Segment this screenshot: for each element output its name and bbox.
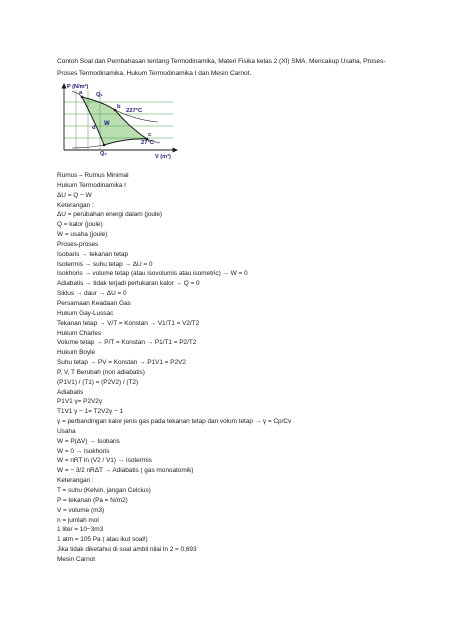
point-a-label: a bbox=[79, 90, 83, 96]
text-line: W = nRT ln (V2 / V1) → Isotermis bbox=[57, 457, 152, 465]
text-line: W = 0 → Isokhoris bbox=[57, 447, 110, 455]
text-line: Mesin Carnot bbox=[57, 555, 96, 563]
text-line: 1 liter = 10−3m3 bbox=[57, 526, 104, 534]
formula-list bbox=[57, 171, 427, 565]
text-line: Volume tetap → P/T = Konstan → P1/T1 = P2/T2 bbox=[57, 339, 197, 347]
intro-paragraph: Contoh Soal dan Pembahasan tentang Termodinamika, Materi Fisika kelas 2 (XI) SMA. Mencakup Usaha, Proses-Proses Termodinamika, Hukum Termodinamika I dan Mesin Carnot. bbox=[57, 58, 386, 77]
text-line: P = tekanan (Pa = N/m2) bbox=[57, 496, 128, 504]
text-line: W = usaha (joule) bbox=[57, 231, 108, 239]
text-line: (P1V1) / (T1) = (P2V2) / (T2) bbox=[57, 378, 139, 386]
point-d-label: d bbox=[92, 125, 96, 131]
y-axis-label: P (N/m²) bbox=[67, 84, 89, 90]
text-line: Keterangan : bbox=[57, 201, 94, 209]
text-line: Adiabatis bbox=[57, 388, 84, 396]
point-c-label: c bbox=[148, 132, 152, 138]
text-line: Hukum Gay-Lussac bbox=[57, 309, 114, 317]
text-line: Persamaan Keadaan Gas bbox=[57, 299, 131, 307]
text-line: Adiabatis → tidak terjadi pertukaran kalor → Q = 0 bbox=[57, 280, 200, 288]
heat-out-label: Q₂ bbox=[100, 151, 107, 157]
text-line: V = volume (m3) bbox=[57, 506, 105, 514]
text-line: T1V1 γ − 1= T2V2γ − 1 bbox=[57, 408, 123, 416]
x-axis-label: V (m³) bbox=[155, 154, 171, 160]
heat-in-label: Q₁ bbox=[96, 92, 103, 98]
text-line: Hukum Charles bbox=[57, 329, 102, 337]
text-line: P1V1 γ= P2V2γ bbox=[57, 398, 103, 406]
text-line: Keterangan : bbox=[57, 477, 94, 485]
text-line: n = jumlah mol bbox=[57, 516, 99, 524]
text-line: Isokhoris → volume tetap (atau isovolumis atau isometric) → W = 0 bbox=[57, 270, 248, 278]
cold-temperature-label: 27°C bbox=[141, 140, 154, 146]
text-line: W = P(ΔV) → Isobaris bbox=[57, 437, 120, 445]
hot-temperature-label: 227°C bbox=[126, 108, 143, 114]
text-line: Suhu tetap → PV = Konstan → P1V1 = P2V2 bbox=[57, 359, 186, 367]
text-line: ΔU = perubahan energi dalam (joule) bbox=[57, 211, 163, 219]
carnot-cycle-diagram bbox=[58, 82, 183, 162]
text-line: Siklus → daur → ΔU = 0 bbox=[57, 290, 127, 298]
text-line: Isobaris → tekanan tetap bbox=[57, 250, 129, 258]
text-line: Rumus – Rumus Minimal bbox=[57, 172, 129, 179]
work-label: W bbox=[104, 121, 110, 127]
text-line: P, V, T Berubah (non adiabatis) bbox=[57, 368, 145, 376]
text-line: ΔU = Q − W bbox=[57, 191, 92, 199]
text-line: Jika tidak diketahui di soal ambil nilai ln 2 = 0,693 bbox=[57, 546, 197, 554]
text-line: Tekanan tetap → V/T = Konstan → V1/T1 = V2/T2 bbox=[57, 319, 200, 327]
text-line: W = − 3/2 nRΔT → Adiabatis ( gas monoatomik) bbox=[57, 467, 194, 475]
text-line: 1 atm = 105 Pa ( atau ikut soal!) bbox=[57, 536, 148, 544]
text-line: Isotermis → suhu tetap → ΔU = 0 bbox=[57, 260, 153, 268]
text-line: Proses-proses bbox=[57, 240, 99, 248]
text-line: Hukum Termodinamika I bbox=[57, 181, 126, 189]
text-line: T = suhu (Kelvin, jangan Celcius) bbox=[57, 487, 151, 494]
text-line: Q = kalor (joule) bbox=[57, 221, 103, 229]
text-line: γ = perbandingan kalor jenis gas pada tekanan tetap dan volum tetap → γ = Cp/Cv bbox=[57, 418, 292, 426]
point-b-label: b bbox=[117, 104, 121, 110]
text-line: Hukum Boyle bbox=[57, 349, 96, 357]
text-line: Usaha bbox=[57, 427, 76, 435]
